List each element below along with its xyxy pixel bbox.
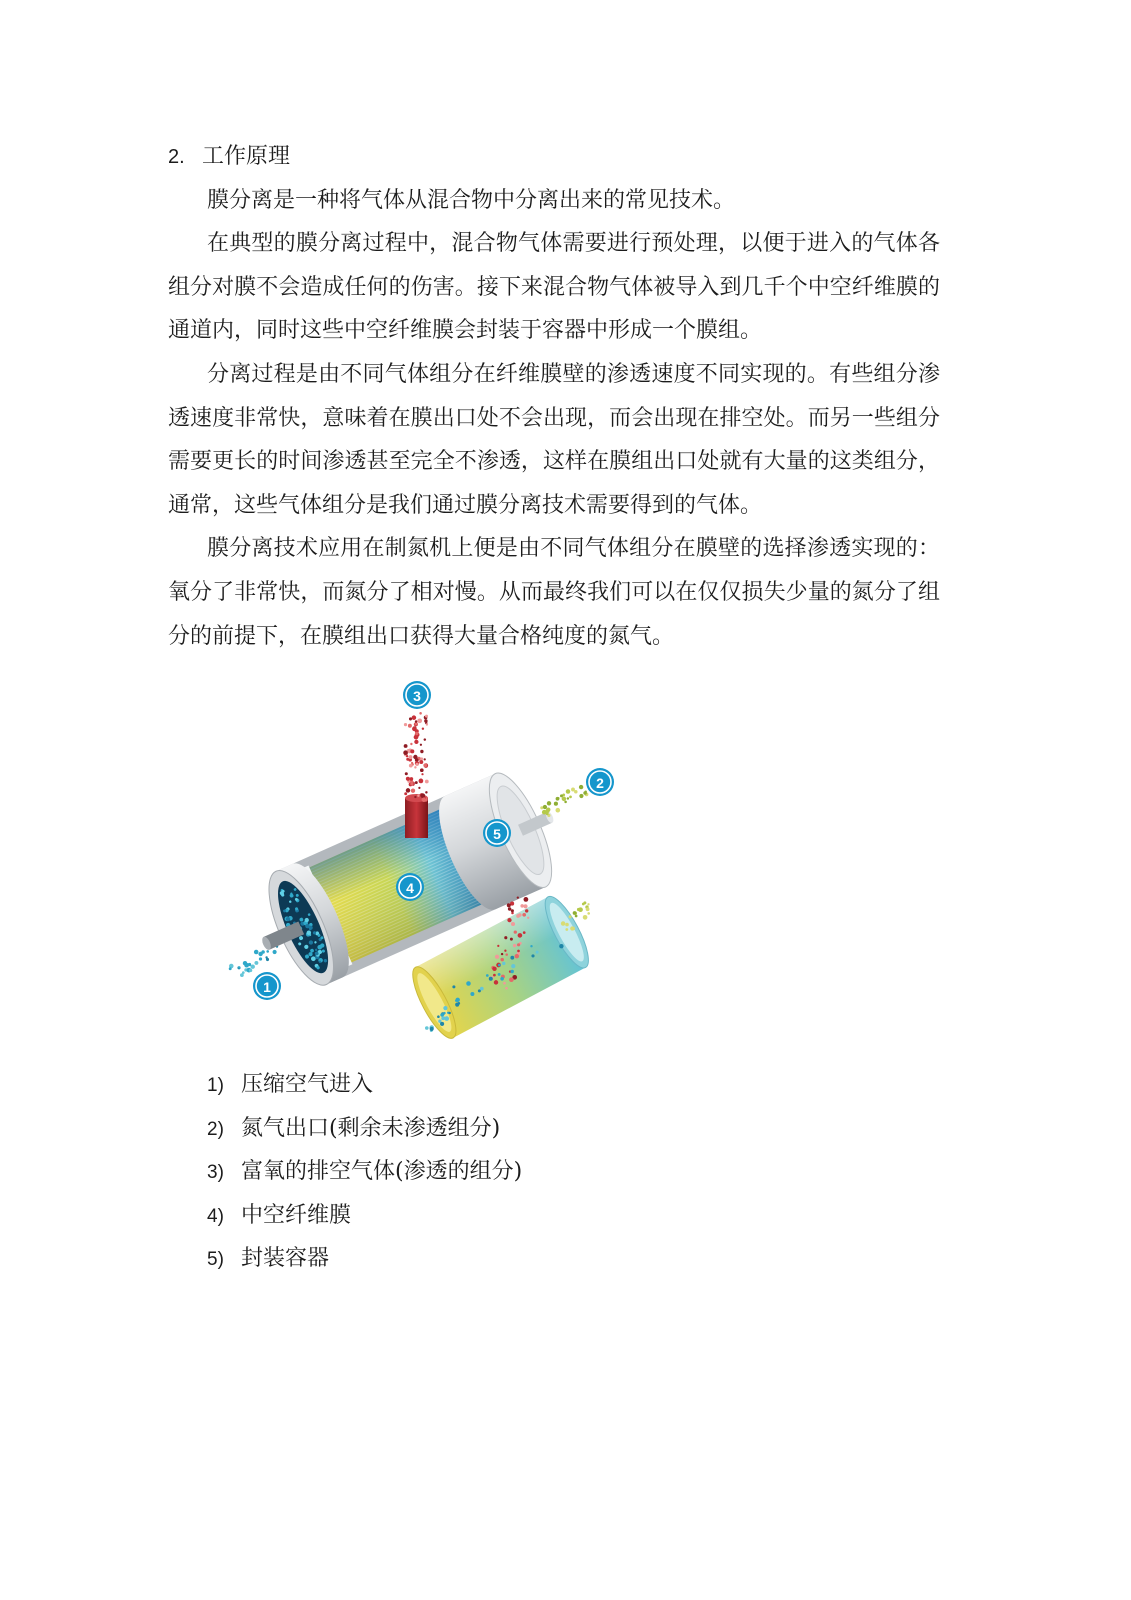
oxygen-particle [509, 977, 514, 982]
paragraph [168, 353, 940, 527]
oxygen-particle [411, 789, 415, 793]
callout-4 [396, 873, 424, 901]
legend-number: 5) [207, 1249, 224, 1271]
oxygen-particle [406, 777, 410, 781]
paragraph-line: 需要更长的时间渗透甚至完全不渗透，这样在膜组出口处就有大量的这类组分， [168, 449, 940, 475]
oxygen-particle [406, 788, 410, 792]
oxygen-particle [420, 750, 423, 753]
oxygen-particle [426, 723, 428, 725]
nitrogen-particle [546, 812, 549, 815]
oxygen-particle [415, 732, 418, 735]
air-particle [486, 974, 489, 977]
nitrogen-particle [566, 789, 570, 793]
nitrogen-particle [583, 915, 588, 920]
oxygen-particle [414, 735, 419, 740]
svg-text:4: 4 [406, 880, 414, 896]
air-particle [489, 977, 493, 981]
oxygen-particle [493, 974, 496, 977]
nitrogen-particle [583, 791, 587, 795]
air-particle [238, 966, 240, 968]
oxygen-particle [527, 917, 529, 919]
air-particle [510, 956, 514, 960]
oxygen-particle [421, 773, 423, 775]
svg-text:2: 2 [596, 775, 604, 791]
legend-item [207, 1063, 522, 1107]
oxygen-particle [410, 782, 413, 785]
paragraph-line: 分的前提下，在膜组出口获得大量合格纯度的氮气。 [168, 623, 675, 649]
oxygen-particle [497, 945, 499, 947]
oxygen-particle [415, 720, 418, 723]
oxygen-particle [514, 930, 517, 933]
air-particle [265, 956, 267, 958]
callout-3 [403, 681, 431, 709]
oxygen-particle [494, 980, 498, 984]
air-particle [480, 987, 484, 991]
legend-number: 3) [207, 1162, 224, 1184]
oxygen-particle [500, 958, 504, 962]
air-particle [229, 967, 232, 970]
nitrogen-outlet-particles [540, 785, 588, 817]
section-heading [168, 135, 940, 179]
legend-text: 富氧的排空气体(渗透的组分) [241, 1159, 523, 1185]
oxygen-particle [414, 796, 416, 798]
paragraph-line: 膜分离技术应用在制氮机上便是由不同气体组分在膜壁的选择渗透实现的： [207, 536, 940, 562]
air-particle [273, 950, 277, 954]
section-number: 2. [168, 146, 185, 168]
nitrogen-particle [579, 794, 583, 798]
air-particle [530, 945, 532, 947]
oxygen-particle [423, 763, 427, 767]
oxygen-particle [515, 954, 519, 958]
nitrogen-particle [575, 915, 578, 918]
paragraph [168, 179, 940, 223]
air-particle [510, 970, 513, 973]
air-particle [443, 1012, 445, 1014]
legend-text: 封装容器 [241, 1246, 330, 1272]
paragraph [168, 527, 940, 658]
air-particle [470, 992, 474, 996]
oxygen-particle [410, 743, 412, 745]
oxygen-particle [511, 922, 515, 926]
oxygen-particle [415, 763, 418, 766]
oxygen-particle [417, 718, 422, 723]
legend-text: 氮气出口(剩余未渗透组分) [241, 1115, 501, 1141]
membrane-module-illustration [215, 675, 625, 1045]
oxygen-particle [414, 740, 418, 744]
air-particle [448, 1012, 450, 1014]
air-particle [498, 964, 501, 967]
oxygen-particle [409, 755, 413, 759]
air-particle [502, 962, 505, 965]
legend-number: 4) [207, 1205, 224, 1227]
nitrogen-particle [556, 797, 560, 801]
legend-number: 2) [207, 1118, 224, 1140]
section-title: 工作原理 [202, 144, 291, 169]
nitrogen-particle [573, 911, 577, 915]
oxygen-particle [516, 914, 520, 918]
oxygen-particle [422, 798, 426, 802]
nitrogen-particle [571, 927, 575, 931]
oxygen-particle [517, 896, 519, 898]
nitrogen-particle [586, 907, 590, 911]
oxygen-particle [422, 727, 424, 729]
oxygen-particle [507, 918, 511, 922]
oxygen-particle [520, 904, 524, 908]
air-particle [244, 963, 249, 968]
paragraph-line: 在典型的膜分离过程中，混合物气体需要进行预处理，以便于进入的气体各 [207, 231, 940, 257]
nitrogen-particle [582, 903, 585, 906]
air-particle [425, 1026, 429, 1030]
paragraph-line: 透速度非常快，意味着在膜出口处不会出现，而会出现在排空处。而另一些组分 [168, 405, 940, 431]
oxygen-rich-exhaust-particles [403, 712, 428, 802]
air-particle [511, 964, 515, 968]
oxygen-particle [415, 781, 418, 784]
figure-legend [207, 1063, 522, 1281]
nitrogen-particle [546, 807, 550, 811]
oxygen-particle [409, 717, 412, 720]
oxygen-particle [424, 738, 426, 740]
nitrogen-particle [579, 785, 583, 789]
oxygen-particle [404, 723, 407, 726]
oxygen-particle [425, 780, 429, 784]
air-particle [440, 1013, 444, 1017]
oxygen-particle [505, 953, 508, 956]
oxygen-particle [410, 749, 414, 753]
air-particle [254, 950, 259, 955]
nitrogen-particle [587, 903, 589, 905]
air-particle [500, 977, 504, 981]
oxygen-particle [503, 982, 506, 985]
nitrogen-particle [562, 797, 567, 802]
nitrogen-particle [554, 802, 558, 806]
oxygen-particle [504, 950, 506, 952]
legend-item [207, 1107, 522, 1151]
air-particle [466, 981, 471, 986]
air-particle [457, 1002, 460, 1005]
nitrogen-particle [565, 928, 568, 931]
oxygen-particle [419, 712, 422, 715]
air-particle [443, 1006, 447, 1010]
nitrogen-particle [565, 923, 569, 927]
air-particle [441, 1016, 445, 1020]
body-text [168, 135, 940, 658]
nitrogen-particle [567, 797, 569, 799]
nitrogen-particle [571, 788, 575, 792]
oxygen-particle [517, 943, 520, 946]
air-particle [437, 1015, 440, 1018]
paragraph [168, 222, 940, 353]
oxygen-particle [508, 907, 512, 911]
oxygen-particle [404, 744, 408, 748]
air-particle [531, 954, 534, 957]
air-particle [455, 998, 459, 1002]
nitrogen-particle [569, 915, 572, 918]
callout-2 [586, 768, 614, 796]
oxygen-particle [504, 936, 507, 939]
oxygen-particle [492, 967, 496, 971]
nitrogen-particle [556, 808, 561, 813]
oxygen-particle [424, 758, 426, 760]
nitrogen-particle [547, 801, 551, 805]
oxygen-particle [420, 744, 422, 746]
callout-1 [253, 972, 281, 1000]
paragraph-line: 膜分离是一种将气体从混合物中分离出来的常见技术。 [207, 187, 736, 213]
legend-text: 压缩空气进入 [241, 1072, 374, 1097]
oxygen-particle [403, 750, 408, 755]
legend-text: 中空纤维膜 [241, 1202, 352, 1228]
air-particle [498, 973, 501, 976]
air-particle [254, 961, 258, 965]
oxygen-particle [420, 768, 424, 772]
air-particle [258, 952, 262, 956]
nitrogen-particle [560, 794, 563, 797]
oxygen-particle [408, 724, 412, 728]
air-particle [559, 944, 563, 948]
air-particle [266, 950, 269, 953]
oxygen-particle [425, 791, 427, 793]
air-particle [250, 964, 254, 968]
nitrogen-particle [564, 801, 567, 804]
oxygen-particle [524, 897, 529, 902]
oxygen-particle [511, 909, 514, 912]
air-particle [536, 951, 539, 954]
oxygen-particle [518, 933, 523, 938]
oxygen-particle [409, 764, 413, 768]
oxygen-particle [522, 913, 526, 917]
legend-item [207, 1237, 522, 1281]
oxygen-particle [406, 755, 408, 757]
oxygen-particle [412, 715, 417, 720]
oxygen-particle [513, 944, 516, 947]
oxygen-particle [417, 795, 419, 797]
nitrogen-particle [587, 912, 590, 915]
legend-item [207, 1194, 522, 1238]
paragraph-line: 通道内，同时这些中空纤维膜会封装于容器中形成一个膜组。 [168, 318, 763, 344]
paragraph-line: 通常，这些气体组分是我们通过膜分离技术需要得到的气体。 [168, 492, 763, 518]
svg-text:5: 5 [493, 826, 501, 842]
oxygen-particle [419, 760, 423, 764]
oxygen-particle [404, 792, 407, 795]
callout-5 [483, 819, 511, 847]
legend-item [207, 1150, 522, 1194]
oxygen-particle [495, 955, 499, 959]
svg-text:3: 3 [413, 688, 421, 704]
paragraph-line: 组分对膜不会造成任何的伤害。接下来混合物气体被导入到几千个中空纤维膜的 [168, 274, 940, 300]
oxygen-particle [414, 766, 416, 768]
oxygen-particle [418, 787, 420, 789]
oxygen-particle [505, 987, 508, 990]
nitrogen-particle [561, 921, 565, 925]
oxygen-particle [405, 772, 408, 775]
oxygen-particle [425, 715, 428, 718]
paragraph-line: 分离过程是由不同气体组分在纤维膜壁的渗透速度不同实现的。有些组分渗 [207, 361, 940, 387]
oxygen-particle [523, 904, 527, 908]
oxygen-particle [412, 727, 417, 732]
air-particle [242, 971, 245, 974]
oxygen-particle [501, 953, 503, 955]
oxygen-particle [523, 931, 526, 934]
oxygen-particle [420, 757, 423, 760]
oxygen-particle [410, 777, 414, 781]
nitrogen-particle [543, 805, 547, 809]
legend-number: 1) [207, 1075, 224, 1096]
oxygen-particle [525, 909, 528, 912]
air-particle [452, 985, 455, 988]
paragraph-line: 氧分了非常快，而氮分了相对慢。从而最终我们可以在仅仅损失少量的氮分了组 [168, 579, 940, 605]
oxygen-particle [424, 719, 427, 722]
nitrogen-particle [578, 907, 583, 912]
nitrogen-particle [569, 796, 572, 799]
oxygen-particle [510, 938, 513, 941]
oxygen-particle [507, 903, 511, 907]
air-particle [259, 957, 262, 960]
air-particle [440, 1022, 444, 1026]
oxygen-particle [419, 779, 424, 784]
air-particle [249, 969, 252, 972]
air-particle [430, 1027, 434, 1031]
svg-text:1: 1 [263, 979, 271, 995]
oxygen-particle [517, 950, 520, 953]
